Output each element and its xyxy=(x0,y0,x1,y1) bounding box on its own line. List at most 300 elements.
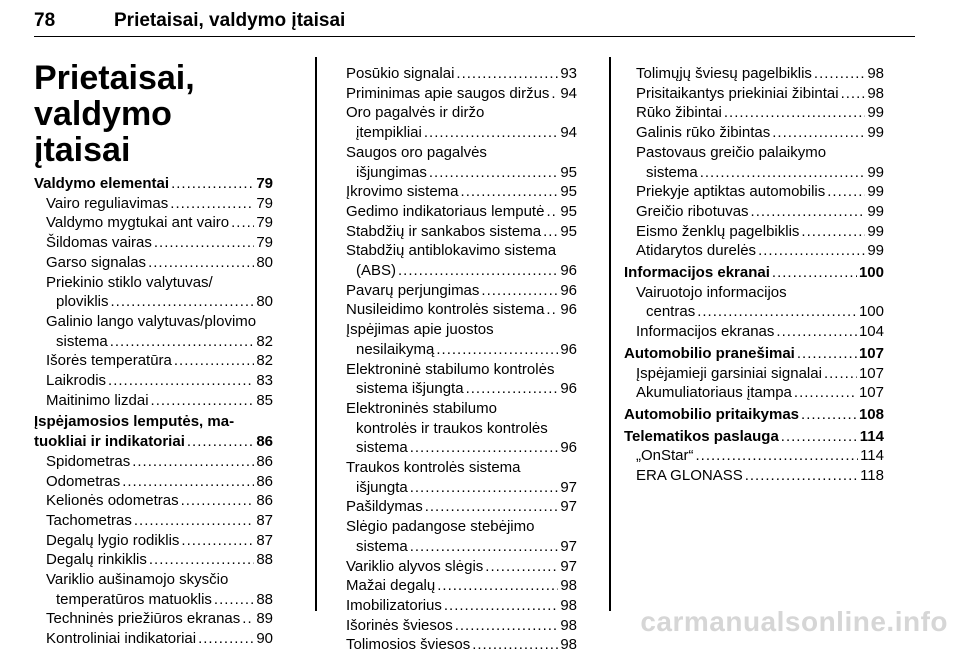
toc-entry-text: (ABS) xyxy=(356,262,397,280)
toc-entry[interactable] xyxy=(334,557,577,577)
dot-leader xyxy=(436,340,558,360)
toc-entry[interactable] xyxy=(34,194,273,214)
toc-entry[interactable] xyxy=(34,609,273,629)
toc-entry-text: temperatūros matuoklis xyxy=(56,590,212,608)
toc-entry[interactable] xyxy=(334,300,577,320)
toc-section-heading[interactable] xyxy=(34,412,273,451)
toc-line xyxy=(346,458,577,478)
toc-entry[interactable] xyxy=(624,283,884,322)
toc-page-number: 100 xyxy=(858,303,884,321)
toc-entry-text: Priekyje aptiktas automobilis xyxy=(636,183,826,201)
toc-entry-text: kontrolės ir traukos kontrolės xyxy=(356,419,548,437)
dot-leader xyxy=(122,472,254,492)
dot-leader xyxy=(242,609,254,629)
toc-entry-text: sistema xyxy=(356,439,408,457)
toc-line xyxy=(46,472,273,492)
toc-entry-text: sistema xyxy=(646,163,698,181)
dot-leader xyxy=(171,174,254,194)
toc-page-number: 94 xyxy=(560,124,577,142)
dot-leader xyxy=(546,202,558,222)
toc-entry-text: Kelionės odometras xyxy=(46,492,179,510)
toc-line xyxy=(636,222,884,242)
dot-leader xyxy=(132,452,254,472)
toc-page-number: 87 xyxy=(256,531,273,549)
toc-entry[interactable] xyxy=(334,497,577,517)
toc-line xyxy=(46,590,273,610)
toc-entry-text: ploviklis xyxy=(56,293,109,311)
toc-line xyxy=(346,635,577,655)
toc-entry-text: Garso signalas xyxy=(46,253,147,271)
toc-entry-text: Informacijos ekranas xyxy=(636,323,775,341)
toc-page-number: 86 xyxy=(256,492,273,510)
toc-line xyxy=(346,300,577,320)
toc-entry-text: Mažai degalų xyxy=(346,577,436,595)
toc-entry-text: Maitinimo lizdai xyxy=(46,391,149,409)
toc-entry-text: Priekinio stiklo valytuvas/ xyxy=(46,273,213,291)
toc-page-number: 96 xyxy=(560,439,577,457)
toc-entry-text: Stabdžių antiblokavimo sistema xyxy=(346,242,557,260)
toc-entry[interactable] xyxy=(334,320,577,359)
toc-page-number: 85 xyxy=(256,391,273,409)
dot-leader xyxy=(697,302,857,322)
dot-leader xyxy=(181,531,254,551)
toc-line xyxy=(46,194,273,214)
toc-page-number: 95 xyxy=(560,222,577,240)
toc-entry-text: Tolimosios šviesos xyxy=(346,636,471,654)
toc-entry-text: Įspėjamosios lemputės, ma- xyxy=(34,413,235,431)
toc-entry-text: Išorinės šviesos xyxy=(346,616,453,634)
toc-entry-text: ERA GLONASS xyxy=(636,467,743,485)
toc-line xyxy=(346,281,577,301)
toc-entry[interactable] xyxy=(34,273,273,312)
toc-line xyxy=(624,405,884,425)
toc-section-heading[interactable] xyxy=(34,174,273,194)
toc-entry-text: Traukos kontrolės sistema xyxy=(346,459,521,477)
toc-section-heading[interactable] xyxy=(624,263,884,283)
toc-entry-text: Slėgio padangose stebėjimo xyxy=(346,518,535,536)
toc-page-number: 79 xyxy=(256,194,273,212)
dot-leader xyxy=(700,163,866,183)
toc-column xyxy=(334,64,577,655)
dot-leader xyxy=(154,233,254,253)
toc-line xyxy=(346,123,577,143)
dot-leader xyxy=(776,322,857,342)
toc-line xyxy=(346,517,577,537)
dot-leader xyxy=(437,576,558,596)
dot-leader xyxy=(410,438,559,458)
toc-line xyxy=(636,322,884,342)
toc-entry-text: išjungimas xyxy=(356,163,427,181)
toc-entry[interactable] xyxy=(624,182,884,202)
toc-entry[interactable] xyxy=(334,517,577,556)
toc-page-number: 118 xyxy=(860,467,884,485)
toc-entry-text: sistema išjungta xyxy=(356,380,464,398)
toc-page-number: 99 xyxy=(867,104,884,122)
toc-entry-text: Vairo reguliavimas xyxy=(46,194,169,212)
toc-line xyxy=(346,419,577,439)
toc-line xyxy=(346,222,577,242)
dot-leader xyxy=(485,557,558,577)
toc-page-number: 96 xyxy=(560,262,577,280)
toc-page-number: 99 xyxy=(867,222,884,240)
toc-section-heading[interactable] xyxy=(624,427,884,447)
toc-entry[interactable] xyxy=(624,383,884,403)
dot-leader xyxy=(751,202,866,222)
toc-entry-text: Degalų lygio rodiklis xyxy=(46,531,180,549)
toc-entry[interactable] xyxy=(34,452,273,472)
page-number: 78 xyxy=(34,10,56,31)
toc-line xyxy=(46,452,273,472)
toc-entry-text: Variklio alyvos slėgis xyxy=(346,557,484,575)
toc-line xyxy=(636,302,884,322)
toc-line xyxy=(46,332,273,352)
toc-page-number: 107 xyxy=(858,344,884,362)
toc-entry-text: Nusileidimo kontrolės sistema xyxy=(346,301,545,319)
toc-entry[interactable] xyxy=(334,360,577,399)
toc-entry[interactable] xyxy=(334,616,577,636)
toc-entry[interactable] xyxy=(624,84,884,104)
toc-entry[interactable] xyxy=(624,241,884,261)
toc-line xyxy=(46,531,273,551)
toc-page-number: 90 xyxy=(256,630,273,648)
toc-entry-text: Imobilizatorius xyxy=(346,596,442,614)
toc-entry-text: Pastovaus greičio palaikymo xyxy=(636,143,827,161)
toc-page-number: 88 xyxy=(256,590,273,608)
toc-line xyxy=(34,432,273,452)
toc-entry-text: Kontroliniai indikatoriai xyxy=(46,630,197,648)
toc-entry-text: Telematikos paslauga xyxy=(624,427,779,445)
toc-entry[interactable] xyxy=(624,123,884,143)
toc-line xyxy=(346,64,577,84)
toc-line xyxy=(346,537,577,557)
dot-leader xyxy=(543,222,558,242)
toc-page-number: 96 xyxy=(560,301,577,319)
dot-leader xyxy=(797,344,857,364)
toc-page-number: 99 xyxy=(867,183,884,201)
toc-entry[interactable] xyxy=(34,531,273,551)
toc-line xyxy=(636,446,884,466)
toc-line xyxy=(636,64,884,84)
toc-entry-text: Stabdžių ir sankabos sistema xyxy=(346,222,542,240)
toc-line xyxy=(46,233,273,253)
toc-entry[interactable] xyxy=(624,64,884,84)
toc-column xyxy=(624,64,884,486)
toc-page-number: 86 xyxy=(256,452,273,470)
chapter-title-line: įtaisai xyxy=(34,131,131,169)
toc-line xyxy=(346,399,577,419)
dot-leader xyxy=(824,364,857,384)
toc-line xyxy=(346,360,577,380)
toc-entry-text: Rūko žibintai xyxy=(636,104,722,122)
toc-entry-text: Tachometras xyxy=(46,511,132,529)
toc-line xyxy=(46,570,273,590)
toc-entry[interactable] xyxy=(334,84,577,104)
toc-entry-text: Gedimo indikatoriaus lemputė xyxy=(346,202,545,220)
toc-entry[interactable] xyxy=(334,202,577,222)
toc-entry[interactable] xyxy=(624,202,884,222)
dot-leader xyxy=(772,263,857,283)
dot-leader xyxy=(794,383,857,403)
dot-leader xyxy=(108,371,254,391)
toc-entry[interactable] xyxy=(34,371,273,391)
dot-leader xyxy=(111,292,255,312)
toc-line xyxy=(46,391,273,411)
toc-line xyxy=(46,312,273,332)
dot-leader xyxy=(758,241,865,261)
toc-page-number: 100 xyxy=(858,264,884,282)
running-title: Prietaisai, valdymo įtaisai xyxy=(114,10,346,31)
dot-leader xyxy=(170,194,254,214)
toc-entry-text: Posūkio signalai xyxy=(346,65,455,82)
toc-entry[interactable] xyxy=(34,491,273,511)
toc-page-number: 80 xyxy=(256,253,273,271)
toc-line xyxy=(346,182,577,202)
toc-line xyxy=(346,202,577,222)
toc-line xyxy=(346,438,577,458)
toc-line xyxy=(46,550,273,570)
toc-line xyxy=(346,163,577,183)
toc-entry-text: sistema xyxy=(56,332,108,350)
dot-leader xyxy=(745,466,858,486)
page-header xyxy=(34,6,915,37)
toc-line xyxy=(636,466,884,486)
toc-line xyxy=(46,213,273,233)
toc-entry[interactable] xyxy=(624,143,884,182)
toc-entry-text: Galinis rūko žibintas xyxy=(636,124,771,142)
toc-entry-text: „OnStar“ xyxy=(636,447,694,465)
toc-entry[interactable] xyxy=(624,322,884,342)
toc-line xyxy=(46,371,273,391)
toc-line xyxy=(636,202,884,222)
toc-entry-text: Elektroninė stabilumo kontrolės xyxy=(346,360,555,378)
toc-entry-text: Elektroninės stabilumo xyxy=(346,399,497,417)
toc-line xyxy=(34,174,273,194)
toc-entry-text: Atidarytos durelės xyxy=(636,242,757,260)
toc-page-number: 95 xyxy=(560,163,577,181)
toc-entry-text: Techninės priežiūros ekranas xyxy=(46,610,241,628)
toc-entry-text: Greičio ribotuvas xyxy=(636,202,749,220)
chapter-title-line: Prietaisai, valdymo xyxy=(34,59,195,133)
toc-entry-text: Įspėjamieji garsiniai signalai xyxy=(636,364,822,382)
dot-leader xyxy=(214,590,254,610)
toc-entry-text: Laikrodis xyxy=(46,372,107,390)
dot-leader xyxy=(181,491,255,511)
toc-line xyxy=(346,320,577,340)
toc-entry-text: Įspėjimas apie juostos xyxy=(346,321,494,339)
toc-line xyxy=(346,616,577,636)
toc-entry[interactable] xyxy=(34,213,273,233)
toc-entry-text: Oro pagalvės ir diržo xyxy=(346,104,485,122)
toc-page-number: 98 xyxy=(560,596,577,614)
toc-page-number: 83 xyxy=(256,372,273,390)
toc-page-number: 99 xyxy=(867,124,884,142)
toc-page-number: 99 xyxy=(867,242,884,260)
toc-page-number: 108 xyxy=(858,405,884,423)
toc-entry-text: nesilaikymą xyxy=(356,340,435,358)
watermark: carmanualsonline.info xyxy=(640,606,948,637)
toc-entry[interactable] xyxy=(334,281,577,301)
dot-leader xyxy=(466,379,559,399)
toc-entry-text: Variklio aušinamojo skysčio xyxy=(46,571,229,589)
toc-entry[interactable] xyxy=(34,253,273,273)
toc-entry[interactable] xyxy=(334,143,577,182)
toc-page-number: 80 xyxy=(256,293,273,311)
toc-entry-text: Priminimas apie saugos diržus xyxy=(346,84,550,102)
toc-entry[interactable] xyxy=(334,458,577,497)
toc-page-number: 99 xyxy=(867,202,884,220)
toc-entry-text: Vairuotojo informacijos xyxy=(636,283,787,301)
toc-line xyxy=(636,123,884,143)
toc-entry[interactable] xyxy=(334,635,577,655)
toc-entry[interactable] xyxy=(334,222,577,242)
toc-section-heading[interactable] xyxy=(624,405,884,425)
toc-entry[interactable] xyxy=(34,511,273,531)
toc-page-number: 114 xyxy=(859,427,884,445)
toc-line xyxy=(46,292,273,312)
toc-entry[interactable] xyxy=(334,103,577,142)
toc-page-number: 88 xyxy=(256,551,273,569)
toc-page-number: 104 xyxy=(858,323,884,341)
toc-line xyxy=(46,491,273,511)
toc-line xyxy=(346,241,577,261)
toc-line xyxy=(346,340,577,360)
toc-entry[interactable] xyxy=(34,391,273,411)
toc-page-number: 97 xyxy=(560,478,577,496)
dot-leader xyxy=(481,281,558,301)
toc-page-number: 94 xyxy=(560,84,577,102)
toc-line xyxy=(636,383,884,403)
toc-line xyxy=(346,478,577,498)
dot-leader xyxy=(424,123,558,143)
dot-leader xyxy=(149,550,254,570)
dot-leader xyxy=(841,84,866,104)
toc-page-number: 87 xyxy=(256,511,273,529)
toc-entry-text: Šildomas vairas xyxy=(46,234,152,252)
dot-leader xyxy=(551,84,558,104)
toc-line xyxy=(636,163,884,183)
toc-page-number: 98 xyxy=(867,65,884,82)
toc-entry[interactable] xyxy=(34,312,273,351)
toc-entry[interactable] xyxy=(334,596,577,616)
column-divider xyxy=(315,57,317,611)
toc-line xyxy=(346,143,577,163)
toc-page-number: 107 xyxy=(858,384,884,402)
toc-line xyxy=(46,351,273,371)
toc-entry-text: Įkrovimo sistema xyxy=(346,183,459,201)
column-divider xyxy=(609,57,611,611)
toc-line xyxy=(46,253,273,273)
toc-entry[interactable] xyxy=(34,472,273,492)
toc-entry-text: Odometras xyxy=(46,472,121,490)
toc-entry[interactable] xyxy=(334,241,577,280)
toc-entry[interactable] xyxy=(34,233,273,253)
toc-page-number: 82 xyxy=(256,332,273,350)
toc-line xyxy=(346,497,577,517)
toc-line xyxy=(46,609,273,629)
toc-entry-text: Saugos oro pagalvės xyxy=(346,143,487,161)
toc-line xyxy=(34,412,273,432)
toc-entry-text: Tolimųjų šviesų pagelbiklis xyxy=(636,65,812,82)
dot-leader xyxy=(151,391,255,411)
toc-entry[interactable] xyxy=(334,576,577,596)
toc-line xyxy=(46,629,273,649)
toc-entry[interactable] xyxy=(334,399,577,458)
dot-leader xyxy=(134,511,254,531)
toc-entry-text: Valdymo mygtukai ant vairo xyxy=(46,214,230,232)
toc-entry-text: Išorės temperatūra xyxy=(46,352,172,370)
toc-page-number: 97 xyxy=(560,498,577,516)
toc-line xyxy=(346,596,577,616)
toc-entry[interactable] xyxy=(34,629,273,649)
toc-entry-text: Degalų rinkiklis xyxy=(46,551,147,569)
toc-entry[interactable] xyxy=(624,103,884,123)
toc-page-number: 96 xyxy=(560,281,577,299)
toc-line xyxy=(46,273,273,293)
toc-entry-text: išjungta xyxy=(356,478,408,496)
dot-leader xyxy=(410,478,559,498)
toc-section-heading[interactable] xyxy=(624,344,884,364)
dot-leader xyxy=(429,163,558,183)
toc-page-number: 96 xyxy=(560,340,577,358)
dot-leader xyxy=(696,446,859,466)
dot-leader xyxy=(398,261,558,281)
toc-page-number: 93 xyxy=(560,65,577,82)
toc-line xyxy=(636,283,884,303)
toc-page-number: 98 xyxy=(560,577,577,595)
dot-leader xyxy=(187,432,254,452)
toc-page-number: 98 xyxy=(560,616,577,634)
toc-page-number: 107 xyxy=(858,364,884,382)
dot-leader xyxy=(814,64,865,84)
toc-entry[interactable] xyxy=(34,570,273,609)
toc-entry[interactable] xyxy=(624,222,884,242)
toc-entry[interactable] xyxy=(34,351,273,371)
toc-entry-text: Automobilio pritaikymas xyxy=(624,405,800,423)
toc-entry[interactable] xyxy=(334,64,577,84)
toc-line xyxy=(624,427,884,447)
toc-entry[interactable] xyxy=(624,364,884,384)
toc-line xyxy=(624,263,884,283)
dot-leader xyxy=(772,123,865,143)
toc-entry-text: Spidometras xyxy=(46,452,131,470)
toc-line xyxy=(636,182,884,202)
toc-page-number: 79 xyxy=(256,214,273,232)
toc-line xyxy=(636,103,884,123)
toc-entry-text: Informacijos ekranai xyxy=(624,264,770,282)
toc-entry-text: Automobilio pranešimai xyxy=(624,344,795,362)
toc-entry[interactable] xyxy=(34,550,273,570)
dot-leader xyxy=(472,635,558,655)
toc-page-number: 97 xyxy=(560,557,577,575)
dot-leader xyxy=(801,222,865,242)
toc-entry[interactable] xyxy=(624,466,884,486)
toc-line xyxy=(346,261,577,281)
dot-leader xyxy=(174,351,254,371)
toc-entry[interactable] xyxy=(334,182,577,202)
toc-line xyxy=(346,557,577,577)
toc-page-number: 98 xyxy=(560,636,577,654)
toc-entry[interactable] xyxy=(624,446,884,466)
toc-entry-text: tuokliai ir indikatoriai xyxy=(34,433,185,451)
toc-page-number: 79 xyxy=(256,234,273,252)
dot-leader xyxy=(827,182,865,202)
dot-leader xyxy=(801,405,857,425)
dot-leader xyxy=(546,300,558,320)
toc-entry-text: įtempikliai xyxy=(356,124,422,142)
toc-entry-text: Valdymo elementai xyxy=(34,175,170,192)
toc-line xyxy=(636,364,884,384)
dot-leader xyxy=(198,629,254,649)
